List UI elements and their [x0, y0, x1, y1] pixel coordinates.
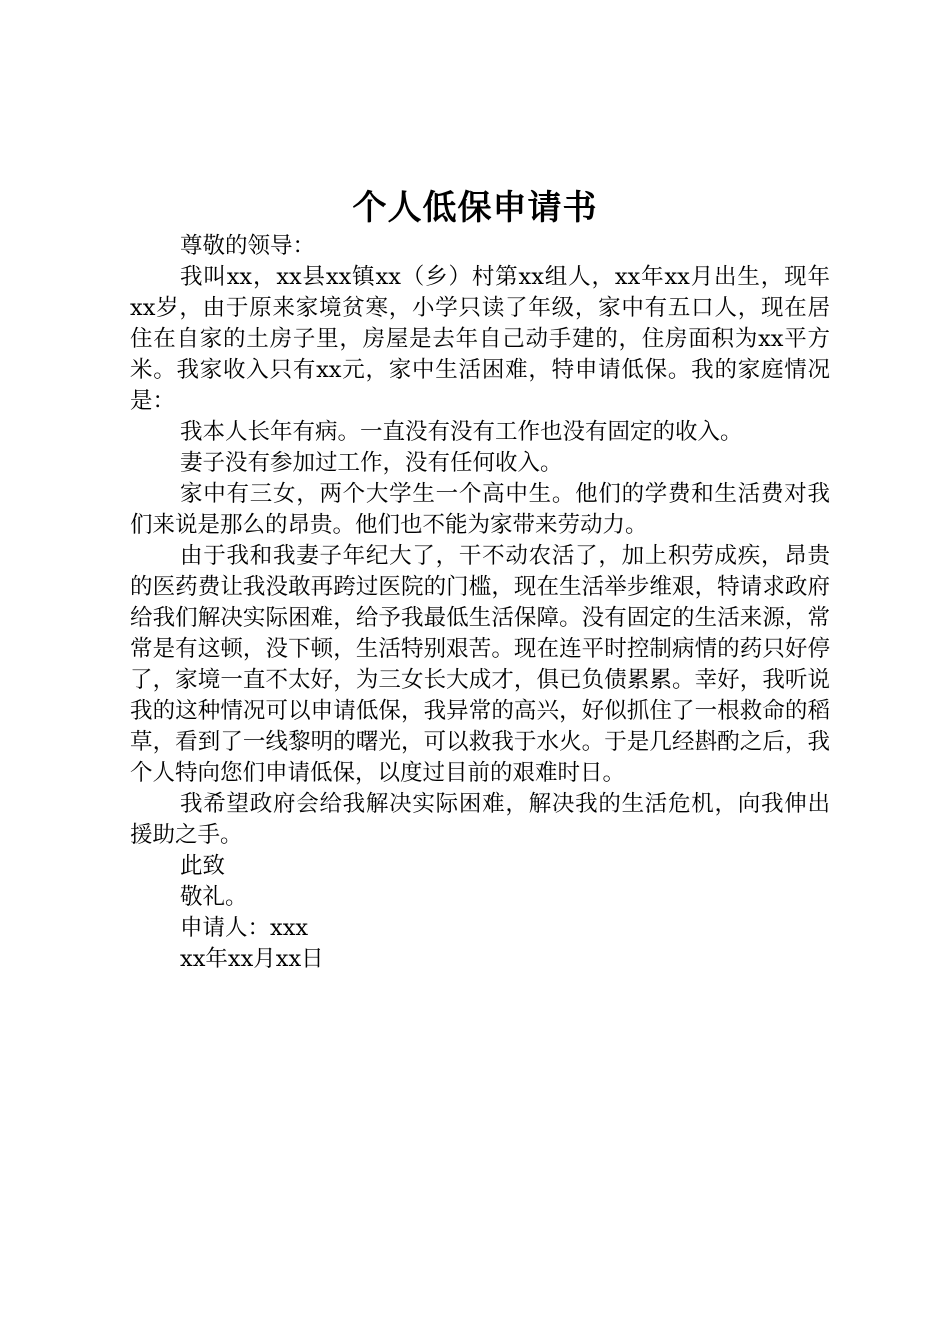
paragraph-wife: 妻子没有参加过工作，没有任何收入。: [180, 450, 563, 476]
application-date: xx年xx月xx日: [180, 946, 324, 972]
applicant-signature: 申请人：xxx: [180, 915, 309, 941]
regards: 敬礼。: [180, 884, 248, 910]
paragraph-health: 我本人长年有病。一直没有没有工作也没有固定的收入。: [180, 419, 743, 445]
paragraph-hardship: 由于我和我妻子年纪大了，干不动农活了，加上积劳成疾，昂贵的医药费让我没敢再跨过医院的门槛，现在生活举步维艰，特请求政府给我们解决实际困难，给予我最低生活保障。没有固定的生活来源，常常是有这顿，没下顿，生活特别艰苦。现在连平时控制病情的药只好停了，家境一直不太好，为三女长大成才，俱已负债累累。幸好，我听说我的这种情况可以申请低保，我异常的高兴，好似抓住了一根救命的稻草，看到了一线黎明的曙光，可以救我于水火。于是几经斟酌之后，我个人特向您们申请低保，以度过目前的艰难时日。: [130, 543, 830, 786]
closing: 此致: [180, 853, 226, 879]
salutation: 尊敬的领导：: [180, 233, 316, 259]
paragraph-children: 家中有三女，两个大学生一个高中生。他们的学费和生活费对我们来说是那么的昂贵。他们也不能为家带来劳动力。: [130, 481, 830, 538]
document-title: 个人低保申请书: [352, 188, 598, 228]
document-body: [130, 231, 830, 975]
paragraph-intro: 我叫xx，xx县xx镇xx（乡）村第xx组人，xx年xx月出生，现年xx岁，由于原来家境贫寒，小学只读了年级，家中有五口人，现在居住在自家的土房子里，房屋是去年自己动手建的，住房面积为xx平方米。我家收入只有xx元，家中生活困难，特申请低保。我的家庭情况是：: [130, 264, 830, 414]
paragraph-request: 我希望政府会给我解决实际困难，解决我的生活危机，向我伸出援助之手。: [130, 791, 830, 848]
